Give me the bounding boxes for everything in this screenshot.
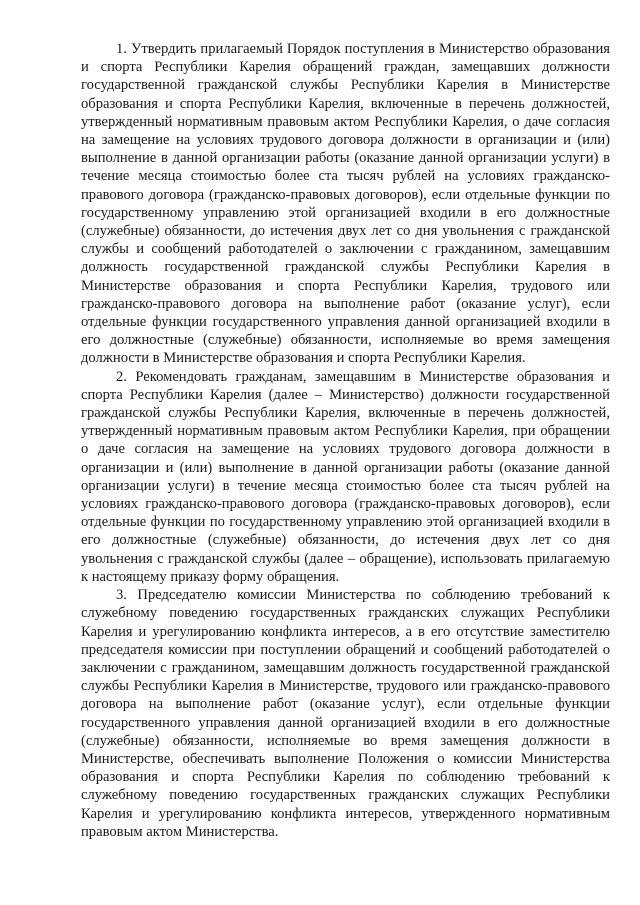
paragraph-2: 2. Рекомендовать гражданам, замещавшим в Министерстве образования и спорта Республики Карелия (далее – Министерство) должности государственной гражданской службы Республики Карелия, включенные в перечень должностей, утвержденный нормативным правовым актом Республики Карелия, при обращении о даче согласия на замещение на условиях трудового договора должности в организации и (или) выполнение в данной организации работы (оказание данной организации услуги) в течение месяца стоимостью более ста тысяч рублей на условиях гражданско-правового договора (гражданско-правовых договоров), если отдельные функции по государственному управлению этой организацией входили в его должностные (служебные) обязанности, до истечения двух лет со дня увольнения с гражданской службы (далее – обращение), использовать прилагаемую к настоящему приказу форму обращения. xyxy=(81,368,610,585)
paragraph-3: 3. Председателю комиссии Министерства по соблюдению требований к служебному поведению государственных гражданских служащих Республики Карелия и урегулированию конфликта интересов, а в его отсутствие заместителю председателя комиссии при поступлении обращений и сообщений работодателей о заключении с гражданином, замещавшим должность государственной гражданской службы Республики Карелия в Министерстве, трудового или гражданско-правового договора на выполнение работ (оказание услуг), если отдельные функции государственного управления данной организацией входили в его должностные (служебные) обязанности, исполняемые во время замещения должности в Министерстве, обеспечивать выполнение Положения о комиссии Министерства образования и спорта Республики Карелия по соблюдению требований к служебному поведению государственных гражданских служащих Республики Карелия и урегулированию конфликта интересов, утвержденного нормативным правовым актом Министерства. xyxy=(81,587,610,840)
paragraph-1: 1. Утвердить прилагаемый Порядок поступления в Министерство образования и спорта Республики Карелия обращений граждан, замещавших должности государственной гражданской службы Республики Карелия в Министерстве образования и спорта Республики Карелия, включенные в перечень должностей, утвержденный нормативным правовым актом Республики Карелия, о даче согласия на замещение на условиях трудового договора должности в организации и (или) выполнение в данной организации работы (оказание данной организации услуги) в течение месяца стоимостью более ста тысяч рублей на условиях гражданско-правового договора (гражданско-правовых договоров), если отдельные функции по государственному управлению этой организацией входили в его должностные (служебные) обязанности, до истечения двух лет со дня увольнения с гражданской службы и сообщений работодателей о заключении с гражданином, замещавшим должность государственной гражданской службы Республики Карелия в Министерстве образования и спорта Республики Карелия, трудового или гражданско-правового договора на выполнение работ (оказание услуг), если отдельные функции государственного управления данной организацией входили в его должностные (служебные) обязанности, исполняемые во время замещения должности в Министерстве образования и спорта Республики Карелия. xyxy=(81,41,610,367)
document-body xyxy=(81,40,610,841)
